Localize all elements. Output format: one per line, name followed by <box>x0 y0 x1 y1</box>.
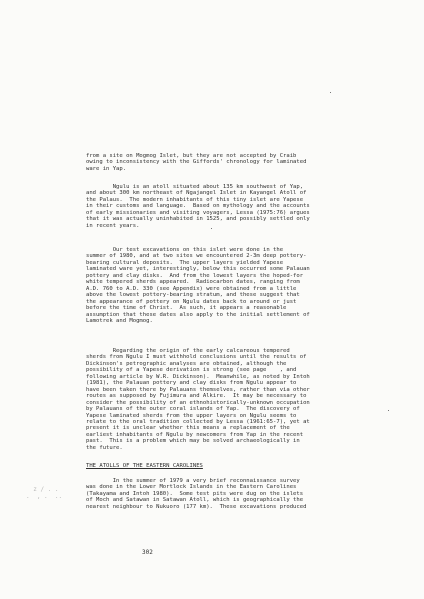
scan-speck <box>211 228 212 229</box>
paragraph-excavations: Our test excavations on this islet were done in the summer of 1980, and at two sites we encountered 2-3m deep pottery- bearing cultural deposits. The upper layers yielded Yapese laminated ware yet, interestingly, below this occurred some Palauan pottery and clay disks. And from the lowest layers the hoped-for white tempered sherds appeared. Radiocarbon dates, ranging from A.D. 760 to A.D. 330 (see Appendix) were obtained from a little above the lowest pottery-bearing stratum, and these suggest that the appearance of pottery on Ngulu dates back to around or just before the time of Christ. As such, it appears a reasonable assumption that these dates also apply to the initial settlement of Lamotrek and Mogmog. <box>86 247 310 324</box>
margin-handwriting: z / . . . , . .. <box>26 486 63 500</box>
scan-speck <box>388 410 389 411</box>
paragraph-origin: Regarding the origin of the early calcareous tempered sherds from Ngulu I must withhold conclusions until the results of Dickinson's petrographic analyses are obtained, although the possibility of a Yapese derivation is strong (see page , and following article by W.R. Dickinson). Meanwhile, as noted by Intoh (1981), the Palauan pottery and clay disks from Ngulu appear to have been taken there by Palauans themselves, rather than via other routes as supposed by Fujimura and Alkire. It may be necessary to consider the possibility of an ethnohistorically-unknown occupation by Palauans of the outer coral islands of Yap. The discovery of Yapese laminated sherds from the upper layers on Ngulu seems to relate to the oral tradition collected by Lessa (1961:65-7), yet at present it is unclear whether this means a replacement of the earliest inhabitants of Ngulu by newcomers from Yap in the recent past. This is a problem which may be solved archaeologically in the future. <box>86 348 310 451</box>
paragraph-ngulu-intro: Ngulu is an atoll situated about 135 km southwest of Yap, and about 300 km northeast of Ngajangel Islet in Kayangel Atoll of the Palaus. The modern inhabitants of this tiny islet are Yapese in their customs and language. Based on mythology and the accounts of early missionaries and visiting voyagers, Lessa (1975:76) argues that it was actually uninhabited in 1525, and possibly settled only in recent years. <box>86 184 310 229</box>
section-heading: THE ATOLLS OF THE EASTERN CAROLINES <box>86 463 203 469</box>
scan-speck <box>330 92 331 93</box>
paragraph-continuation: from a site on Mogmog Islet, but they are not accepted by Craib owing to inconsistency with the Giffords' chronology for laminated ware in Yap. <box>86 153 307 172</box>
paragraph-eastern-carolines: In the summer of 1979 a very brief reconnaissance survey was done in the Lower Mortlock Islands in the Eastern Carolines (Takayama and Intoh 1980). Some test pits were dug on the islets of Moch and Satawan in Satawan Atoll, which is geographically the nearest neighbour to Nukuoro (177 km). These excavations produced <box>86 478 307 510</box>
page-number: 302 <box>142 549 153 556</box>
